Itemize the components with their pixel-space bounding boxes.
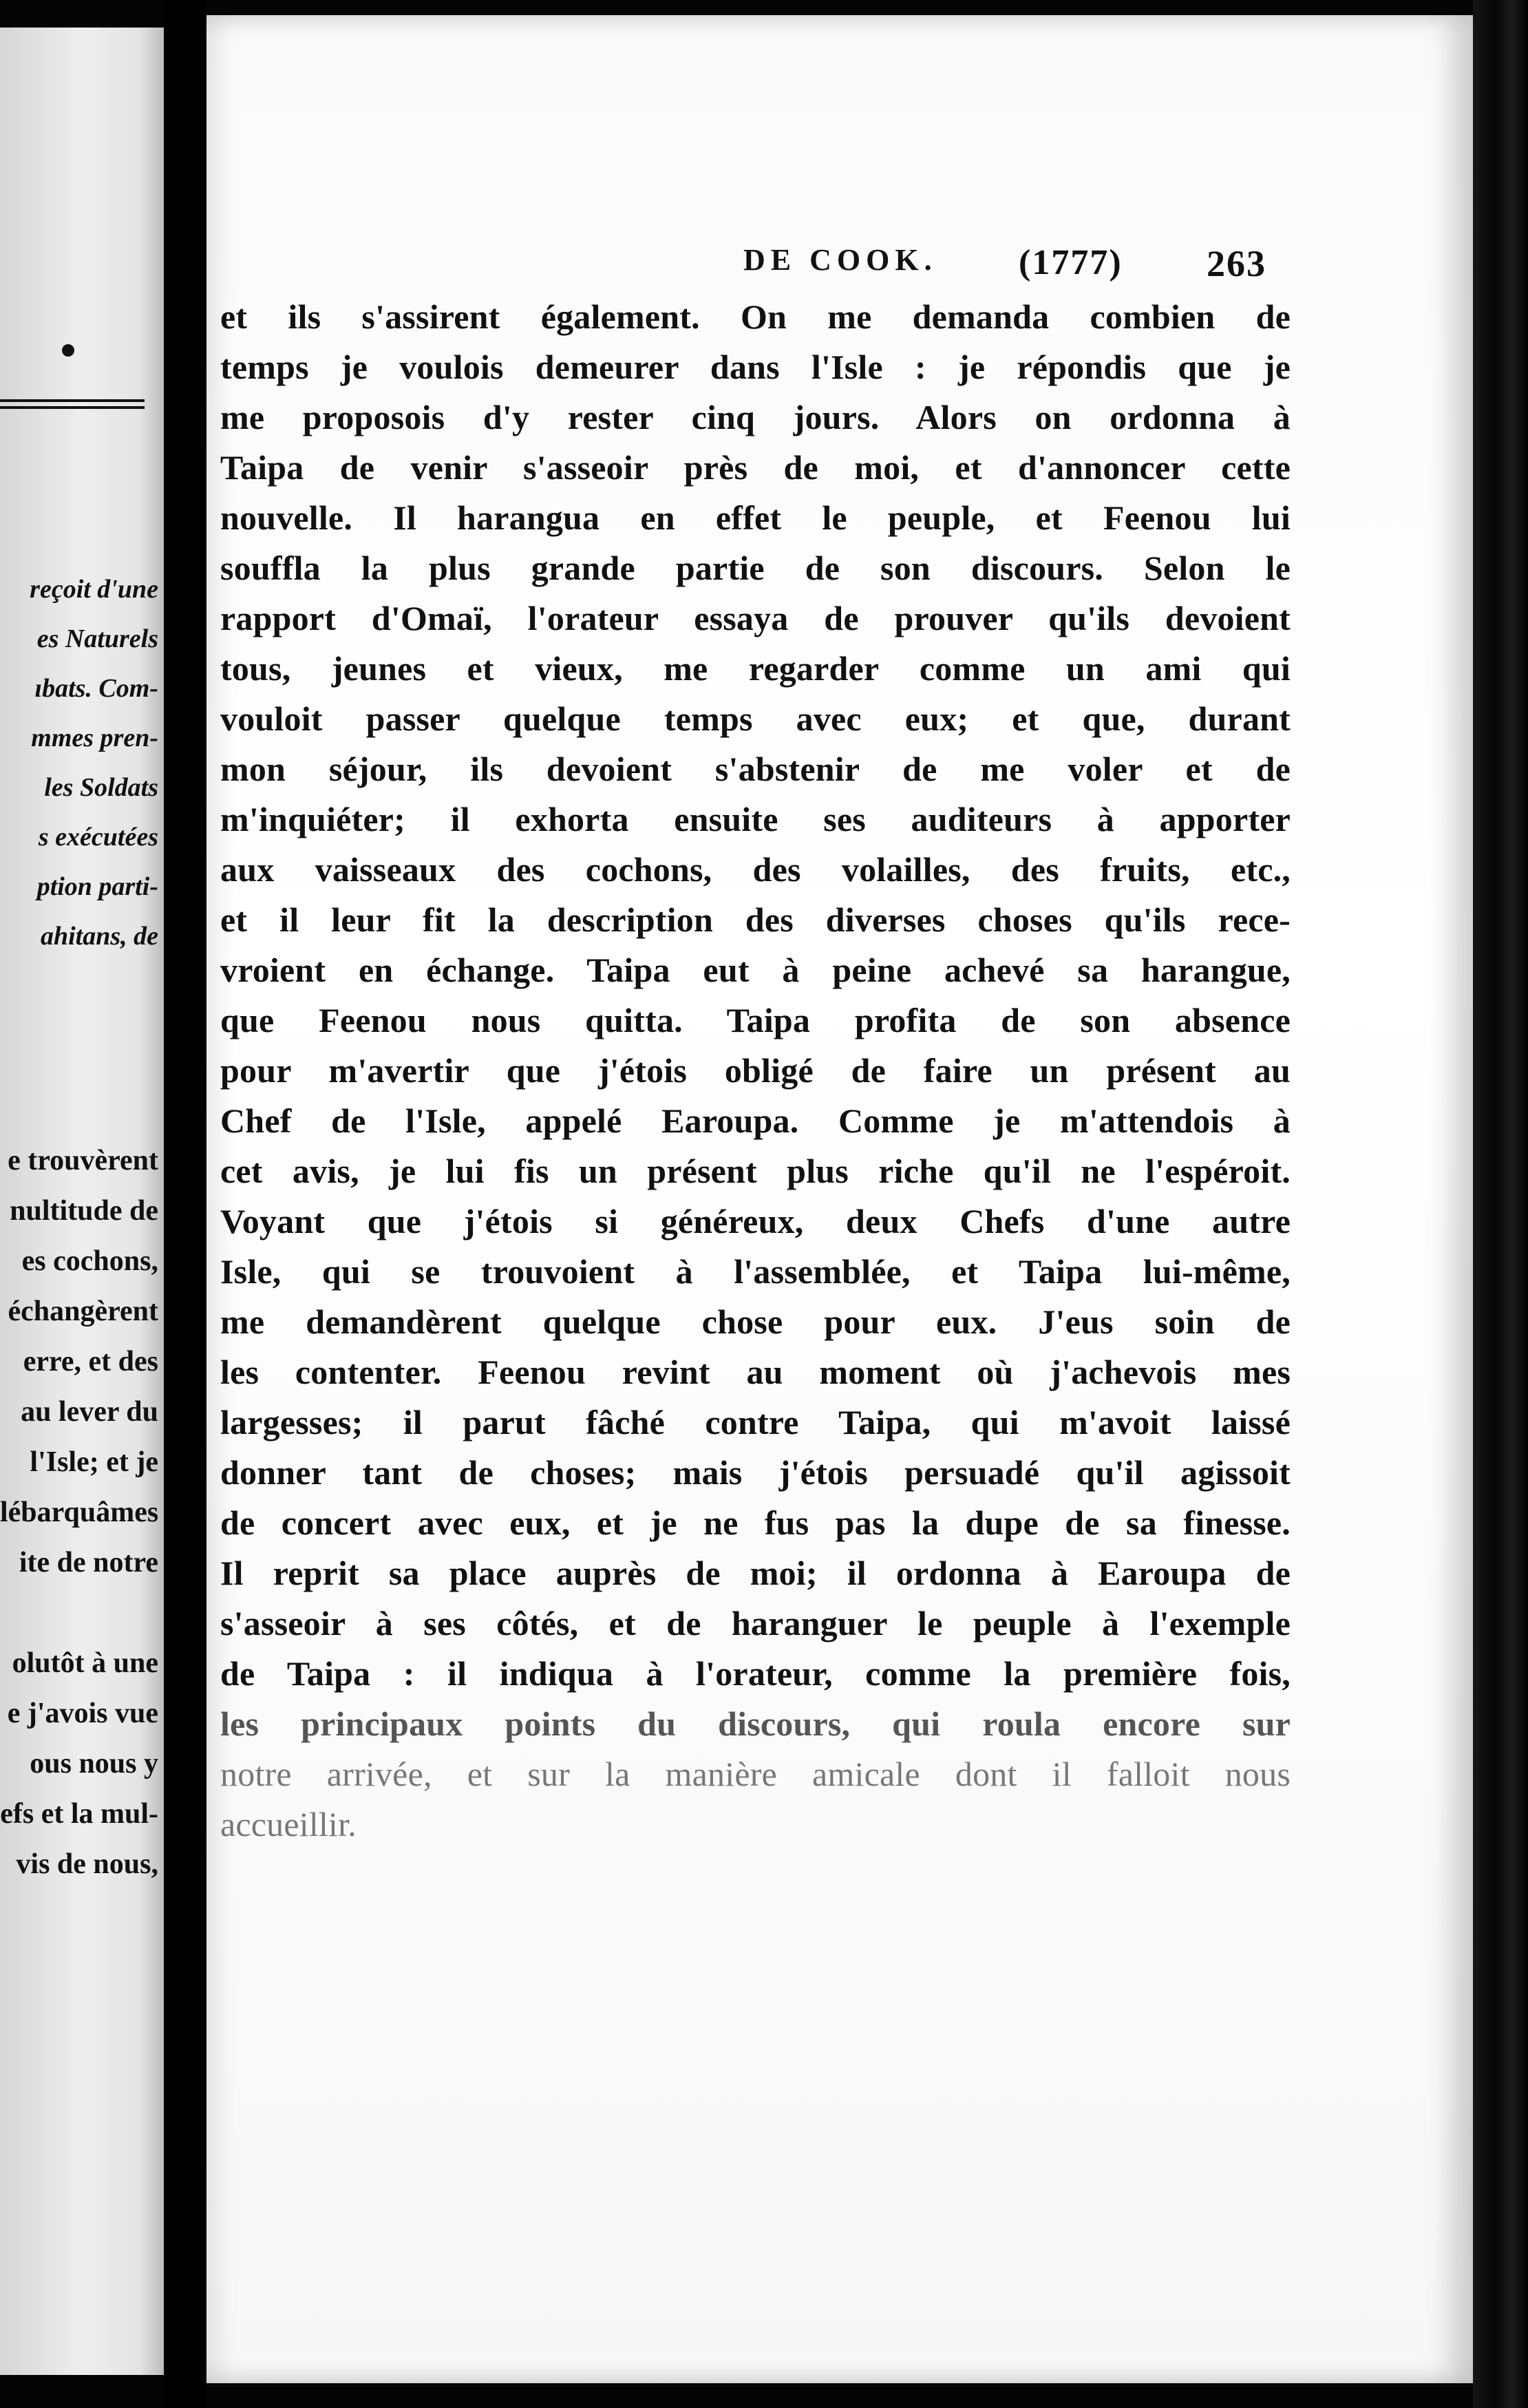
text-line: et il leur fit la description des diverses choses qu'ils rece- [220,900,1291,939]
right-page [206,15,1473,2383]
double-rule [0,399,145,409]
margin-note-line: mmes pren- [31,724,158,752]
left-text-line: lébarquâmes [0,1497,158,1528]
text-line: que Feenou nous quitta. Taipa profita de son absence [220,1001,1291,1039]
text-line: notre arrivée, et sur la manière amicale dont il falloit nous [220,1755,1291,1793]
text-line: de concert avec eux, et je ne fus pas la dupe de sa finesse. [220,1503,1291,1542]
running-head-title: DE COOK. [743,243,937,277]
left-text-line: e j'avois vue [7,1698,158,1729]
left-page [0,28,164,2375]
text-line: aux vaisseaux des cochons, des volailles, des fruits, etc., [220,850,1291,889]
left-text-line: es cochons, [21,1245,158,1277]
text-line: Chef de l'Isle, appelé Earoupa. Comme je m'attendois à [220,1101,1291,1140]
margin-note-line: es Naturels [36,624,158,653]
margin-note-line: les Soldats [44,773,158,802]
margin-note-line: s exécutées [38,823,158,852]
left-text-line: olutôt à une [12,1647,158,1679]
text-line: nouvelle. Il harangua en effet le peuple, et Feenou lui [220,498,1291,537]
body-text [220,292,1291,1850]
text-line: de Taipa : il indiqua à l'orateur, comme la première fois, [220,1654,1291,1693]
left-text-line [0,1588,158,1638]
text-line: largesses; il parut fâché contre Taipa, qui m'avoit laissé [220,1403,1291,1441]
book-gutter [164,0,206,2408]
text-line: me proposois d'y rester cinq jours. Alors on ordonna à [220,398,1291,436]
text-line: souffla la plus grande partie de son discours. Selon le [220,549,1291,587]
margin-note-line: ption parti- [36,872,158,901]
text-line: m'inquiéter; il exhorta ensuite ses auditeurs à apporter [220,800,1291,838]
left-page-text [0,1136,158,1890]
left-text-line: e trouvèrent [8,1145,158,1176]
margin-note-line: ahitans, de [40,922,158,951]
text-line: vouloit passer quelque temps avec eux; et que, durant [220,699,1291,738]
margin-note-line: reçoit d'une [30,575,158,604]
text-line: temps je voulois demeurer dans l'Isle : je répondis que je [220,348,1291,386]
margin-note [0,564,158,961]
left-text-line: ous nous y [30,1748,158,1779]
page-number: 263 [1207,243,1266,284]
text-line: me demandèrent quelque chose pour eux. J'eus soin de [220,1302,1291,1341]
text-line: Voyant que j'étois si généreux, deux Chefs d'une autre [220,1202,1291,1240]
left-text-line: erre, et des [23,1346,158,1377]
page-edge [1473,0,1528,2408]
text-line: Il reprit sa place auprès de moi; il ordonna à Earoupa de [220,1554,1291,1592]
left-text-line: vis de nous, [16,1848,158,1880]
text-line: donner tant de choses; mais j'étois persuadé qu'il agissoit [220,1453,1291,1492]
left-text-line: l'Isle; et je [30,1446,158,1478]
left-text-line: nultitude de [10,1195,158,1227]
text-line: Isle, qui se trouvoient à l'assemblée, et Taipa lui-même, [220,1252,1291,1291]
text-line: tous, jeunes et vieux, me regarder comme un ami qui [220,649,1291,688]
text-line: Taipa de venir s'asseoir près de moi, et d'annoncer cette [220,448,1291,487]
left-text-line: ite de notre [19,1547,158,1578]
text-line: rapport d'Omaï, l'orateur essaya de prouver qu'ils devoient [220,599,1291,637]
text-line: accueillir. [220,1805,357,1844]
running-head-year: (1777) [1019,243,1123,282]
left-text-line: au lever du [21,1396,158,1428]
running-head [537,242,1266,291]
text-line: et ils s'assirent également. On me demanda combien de [220,297,1291,336]
text-line: les principaux points du discours, qui roula encore sur [220,1704,1291,1743]
text-line: cet avis, je lui fis un présent plus riche qu'il ne l'espéroit. [220,1152,1291,1190]
text-line: s'asseoir à ses côtés, et de haranguer le peuple à l'exemple [220,1604,1291,1643]
print-mark [62,344,74,357]
text-line: pour m'avertir que j'étois obligé de faire un présent au [220,1051,1291,1090]
left-text-line: efs et la mul- [0,1798,158,1830]
text-line: les contenter. Feenou revint au moment où j'achevois mes [220,1353,1291,1391]
left-text-line: échangèrent [8,1296,158,1327]
text-line: vroient en échange. Taipa eut à peine achevé sa harangue, [220,951,1291,989]
text-line: mon séjour, ils devoient s'abstenir de me voler et de [220,750,1291,788]
margin-note-line: ıbats. Com- [34,674,158,703]
